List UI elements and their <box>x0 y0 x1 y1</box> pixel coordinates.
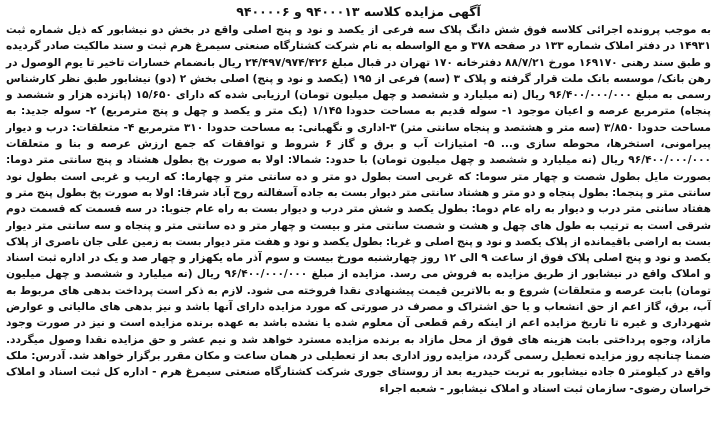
notice-title: آگهی مزایده کلاسه ۹۴۰۰۰۱۳ و ۹۴۰۰۰۰۶ <box>236 4 481 19</box>
notice-body: به موجب پرونده اجرائی کلاسه فوق شش دانگ پلاک سه فرعی از یکصد و نود و پنج اصلی واقع در بخش دو نیشابور که ذیل شماره ثبت ۱۴۹۳۱ در دفتر املاک شماره ۱۳۳ در صفحه ۳۷۸ و مع الواسطه به نام شرکت کشتارگاه صنعتی سیمرغ هرم ثبت و سند مالکیت صادر گردیده و طبق سند رهنی ۱۶۹۱۷۰ مورخ ۸۸/۷/۲۱ دفترخانه ۱۷۰ تهران در قبال مبلغ ۲۴/۴۹۷/۹۷۴/۴۲۶ ریال بانضمام خسارات تاخیر تا یوم الوصول در رهن بانک/ موسسه بانک ملت قرار گرفته و پلاک ۳ (سه) فرعی از ۱۹۵ (یکصد و نود و پنج) اصلی بخش ۲ (دو) نیشابور طبق نظر کارشناس رسمی به مبلغ ۹۶/۴۰۰/۰۰۰/۰۰۰ ریال (نه میلیارد و ششصد و چهل میلیون تومان) ارزیابی شده که دارای ۱۵/۶۵۰ (پانزده هزار و ششصد و پنجاه) مترمربع عرصه و اعیان موجود ۱- سوله قدیم به مساحت حدودا ۱/۱۴۵ (یک متر و یکصد و چهل و پنج مترمربع) ۲- سوله جدید: به مساحت حدودا ۳/۸۵۰ (سه متر و هشتصد و پنجاه سانتی متر) ۳-اداری و نگهبانی: به مساحت حدودا ۳۱۰ مترمربع ۴- متعلقات: درب و دیوار پیرامونی، استخرها، محوطه سازی و... ۵- امتیازات آب و برق و گاز ۶ شروط و توافقات که جمع ارزش عرصه و بنا و متعلقات ۹۶/۴۰۰/۰۰۰/۰۰۰ ریال (نه میلیارد و ششصد و چهل میلیون تومان) با حدود: شمالا: اولا به صورت پخ بطول هشتاد و پنج سانتی متر دوما: بصورت مایل بطول شصت و چهار متر سوما: که غربی است بطول دو متر و ده سانتی متر و چهارما: که اریب و غربی است بطول نود سانتی متر و پنجما: بطول پنجاه و دو متر و هشتاد سانتی متر دیوار بست به جاده آسفالته روح آباد شرقا: اولا به صورت پخ بطول پنج متر و هفتاد سانتی متر درب و دیوار به راه عام دوما: بطول یکصد و شش متر درب و دیوار بست به راه عام جنوبا: در سه قسمت که قسمت دوم شرقی است به ترتیب به طول های چهل و هشت و شصت سانتی متر و بیست و چهار متر و ده سانتی متر و پنجاه و سه سانتی متر دیوار بست به اراضی باقیمانده از پلاک یکصد و نود و پنج اصلی و غربا: بطول یکصد و نود و هفت متر دیوار بست به زمین علی جان ناصری از پلاک یکصد و نود و پنج اصلی پلاک فوق از ساعت ۹ الی ۱۲ روز چهارشنبه مورخ بیست و سوم آذر ماه یکهزار و چهار صد و یک در اداره ثبت اسناد و املاک واقع در نیشابور از طریق مزایده به فروش می رسد. مزایده از مبلغ ۹۶/۴۰۰/۰۰۰/۰۰۰ ریال (نه میلیارد و ششصد و چهل میلیون تومان) بابت عرصه و متعلقات) شروع و به بالاترین قیمت پیشنهادی نقدا فروخته می شود. لازم به ذکر است پرداخت بدهی های مربوط به آب، برق، گاز اعم از حق انشعاب و یا حق اشتراک و مصرف در صورتی که مورد مزایده دارای آنها باشد و نیز بدهی های مالیاتی و عوارض شهرداری و غیره تا تاریخ مزایده اعم از اینکه رقم قطعی آن معلوم شده یا نشده باشد به عهده برنده مزایده است و نیز در صورت وجود مازاد، وجوه پرداختی بابت هزینه های فوق از محل مازاد به برنده مزایده مسترد خواهد شد و نیم عشر و حق مزایده نقدا وصول میگردد. ضمنا چنانچه روز مزایده تعطیل رسمی گردد، مزایده روز اداری بعد از تعطیلی در همان ساعت و مکان مقرر برگزار خواهد شد. آدرس: ملک واقع در کیلومتر ۵ جاده نیشابور به تربت حیدریه بعد از روستای جوری شرکت کشتارگاه صنعتی سیمرغ هرم - اداره کل ثبت اسناد و املاک خراسان رضوی- سازمان ثبت اسناد و املاک نیشابور - شعبه اجراء <box>6 24 712 395</box>
auction-notice <box>6 2 711 434</box>
notice-header <box>6 2 711 20</box>
